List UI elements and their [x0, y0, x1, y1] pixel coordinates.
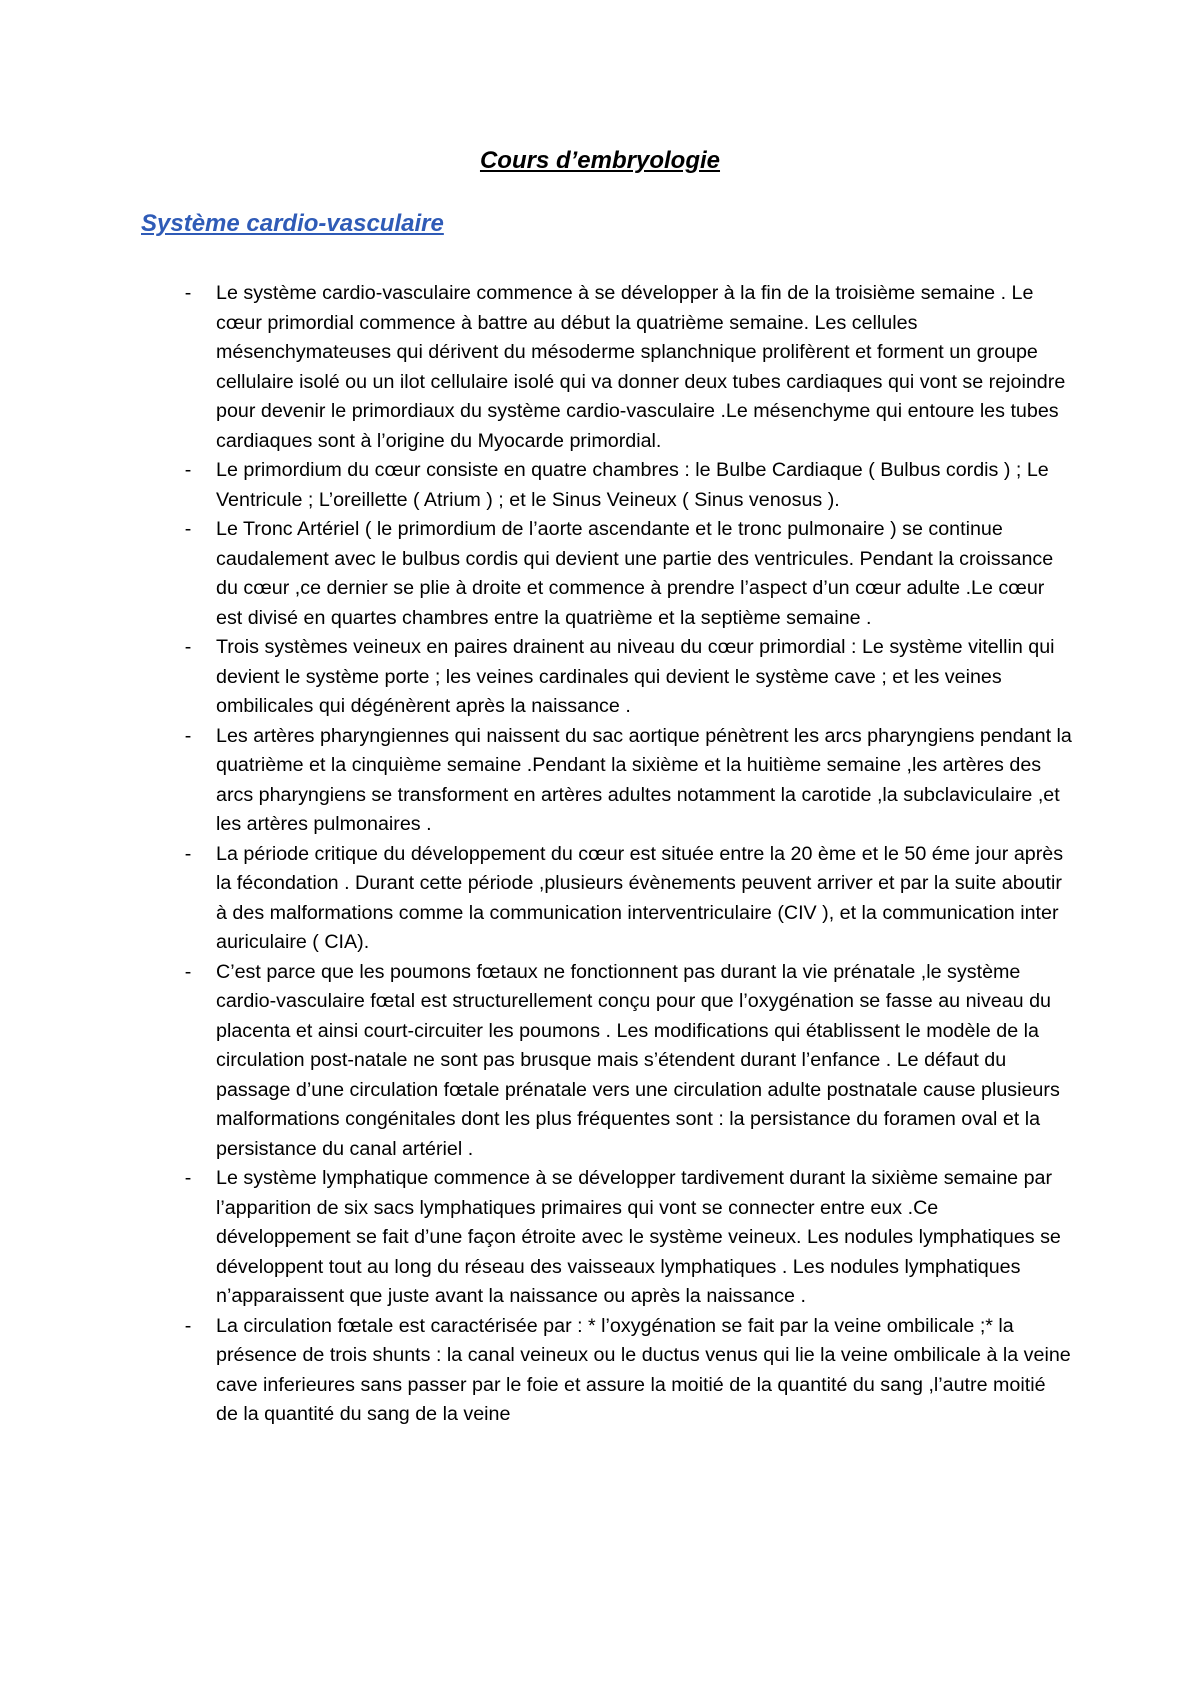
bullet-dash: -: [184, 459, 192, 481]
list-item: [0, 958, 1200, 1165]
list-item-text: Trois systèmes veineux en paires drainent au niveau du cœur primordial : Le système vitellin qui devient le système porte ; les veines cardinales qui devient le système cave ; et les veines ombilicales qui dégénèrent après la naissance .: [216, 636, 1055, 717]
bullet-dash: -: [184, 960, 192, 983]
list-item-text: La période critique du développement du cœur est située entre la 20 ème et le 50 éme jour après la fécondation . Durant cette période ,plusieurs évènements peuvent arriver et par la suite aboutir à des malformations comme la communication interventriculaire (CIV ), et la communication inter auriculaire ( CIA).: [216, 842, 1064, 953]
list-item: [0, 279, 1200, 456]
list-item-text: Le primordium du cœur consiste en quatre chambres : le Bulbe Cardiaque ( Bulbus cordis ) ; Le Ventricule ; L’oreillette ( Atrium ) ; et le Sinus Veineux ( Sinus venosus ).: [216, 459, 1049, 511]
list-item: [0, 840, 1200, 958]
bullet-list: [0, 279, 1200, 1430]
bullet-dash: -: [184, 282, 192, 304]
bullet-dash: -: [184, 724, 192, 747]
list-item: [0, 1164, 1200, 1312]
list-item: [0, 633, 1200, 722]
list-item-text: La circulation fœtale est caractérisée par : * l’oxygénation se fait par la veine ombilicale ;* la présence de trois shunts : la canal veineux ou le ductus venus qui lie la veine ombilicale à la veine cave inferieures sans passer par le foie et assure la moitié de la quantité du sang ,l’autre moitié de la quantité du sang de la veine: [216, 1314, 1071, 1425]
list-item: [0, 515, 1200, 633]
document-title: Cours d’embryologie: [479, 147, 721, 174]
bullet-dash: -: [184, 518, 192, 540]
list-item-text: Le système cardio-vasculaire commence à se développer à la fin de la troisième semaine . Le cœur primordial commence à battre au début la quatrième semaine. Les cellules mésenchymateuses qui dérivent du mésoderme splanchnique prolifèrent et forment un groupe cellulaire isolé ou un ilot cellulaire isolé qui va donner deux tubes cardiaques qui vont se rejoindre pour devenir le primordiaux du système cardio-vasculaire .Le mésenchyme qui entoure les tubes cardiaques sont à l’origine du Myocarde primordial.: [216, 282, 1066, 452]
list-item: [0, 722, 1200, 840]
bullet-dash: -: [184, 1167, 192, 1189]
list-item-text: Les artères pharyngiennes qui naissent du sac aortique pénètrent les arcs pharyngiens pendant la quatrième et la cinquième semaine .Pendant la sixième et la huitième semaine ,les artères des arcs pharyngiens se transforment en artères adultes notamment la carotide ,la subclaviculaire ,et les artères pulmonaires .: [216, 724, 1072, 835]
bullet-dash: -: [184, 1314, 192, 1337]
bullet-dash: -: [184, 842, 192, 865]
list-item: [0, 456, 1200, 515]
list-item-text: Le Tronc Artériel ( le primordium de l’aorte ascendante et le tronc pulmonaire ) se continue caudalement avec le bulbus cordis qui devient une partie des ventricules. Pendant la croissance du cœur ,ce dernier se plie à droite et commence à prendre l’aspect d’un cœur adulte .Le cœur est divisé en quartes chambres entre la quatrième et la septième semaine .: [216, 518, 1054, 629]
bullet-dash: -: [184, 636, 192, 658]
section-heading: Système cardio-vasculaire: [141, 210, 444, 237]
list-item-text: Le système lymphatique commence à se développer tardivement durant la sixième semaine par l’apparition de six sacs lymphatiques primaires qui vont se connecter entre eux .Ce développement se fait d’une façon étroite avec le système veineux. Les nodules lymphatiques se développent tout au long du réseau des vaisseaux lymphatiques . Les nodules lymphatiques n’apparaissent que juste avant la naissance ou après la naissance .: [216, 1167, 1061, 1307]
list-item-text: C’est parce que les poumons fœtaux ne fonctionnent pas durant la vie prénatale ,le système cardio-vasculaire fœtal est structurellement conçu pour que l’oxygénation se fasse au niveau du placenta et ainsi court-circuiter les poumons . Les modifications qui établissent le modèle de la circulation post-natale ne sont pas brusque mais s’étendent durant l’enfance . Le défaut du passage d’une circulation fœtale prénatale vers une circulation adulte postnatale cause plusieurs malformations congénitales dont les plus fréquentes sont : la persistance du foramen oval et la persistance du canal artériel .: [216, 960, 1060, 1160]
list-item: [0, 1312, 1200, 1430]
